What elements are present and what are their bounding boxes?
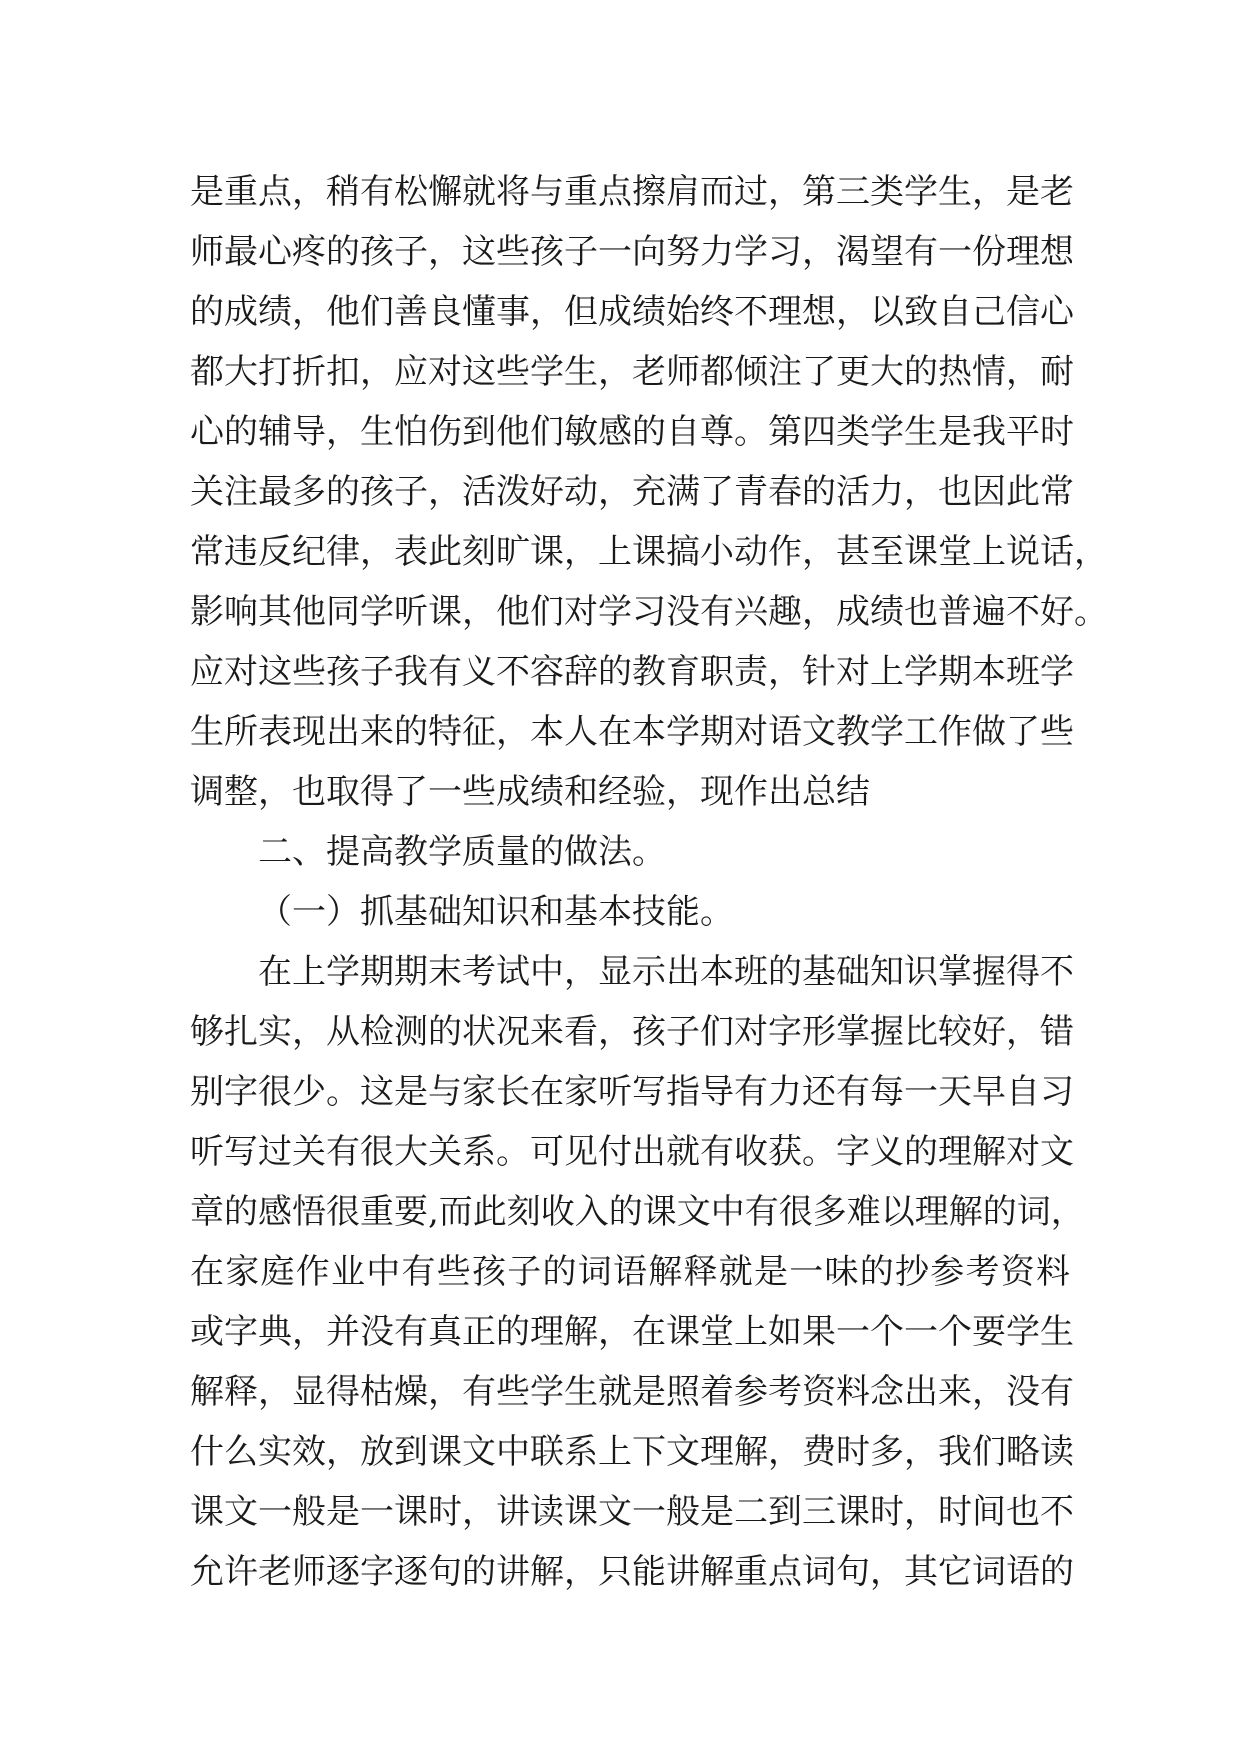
text-line: 影响其他同学听课，他们对学习没有兴趣，成绩也普遍不好。	[190, 592, 1108, 632]
text-line: 允许老师逐字逐句的讲解，只能讲解重点词句，其它词语的	[190, 1552, 1074, 1592]
text-line: 关注最多的孩子，活泼好动，充满了青春的活力，也因此常	[190, 472, 1074, 512]
section-heading: 二、提高教学质量的做法。	[258, 832, 666, 872]
text-line: 都大打折扣，应对这些学生，老师都倾注了更大的热情，耐	[190, 352, 1074, 392]
text-line: 章的感悟很重要,而此刻收入的课文中有很多难以理解的词，	[190, 1192, 1085, 1232]
text-line: 的成绩，他们善良懂事，但成绩始终不理想，以致自己信心	[190, 292, 1074, 332]
text-line: 别字很少。这是与家长在家听写指导有力还有每一天早自习	[190, 1072, 1074, 1112]
text-line: 生所表现出来的特征，本人在本学期对语文教学工作做了些	[190, 712, 1074, 752]
text-line: 师最心疼的孩子，这些孩子一向努力学习，渴望有一份理想	[190, 232, 1074, 272]
body-text	[190, 162, 1108, 1602]
text-line: 在家庭作业中有些孩子的词语解释就是一味的抄参考资料	[190, 1252, 1070, 1292]
text-line: 或字典，并没有真正的理解，在课堂上如果一个一个要学生	[190, 1312, 1074, 1352]
text-line: 调整，也取得了一些成绩和经验，现作出总结	[190, 772, 870, 812]
text-line: 够扎实，从检测的状况来看，孩子们对字形掌握比较好，错	[190, 1012, 1074, 1052]
text-line: 应对这些孩子我有义不容辞的教育职责，针对上学期本班学	[190, 652, 1074, 692]
subsection-heading: （一）抓基础知识和基本技能。	[258, 892, 734, 932]
text-line: 是重点，稍有松懈就将与重点擦肩而过，第三类学生，是老	[190, 172, 1074, 212]
text-line: 什么实效，放到课文中联系上下文理解，费时多，我们略读	[190, 1432, 1074, 1472]
text-line: 心的辅导，生怕伤到他们敏感的自尊。第四类学生是我平时	[190, 412, 1074, 452]
text-line: 解释，显得枯燥，有些学生就是照着参考资料念出来，没有	[190, 1372, 1074, 1412]
text-line: 常违反纪律，表此刻旷课，上课搞小动作，甚至课堂上说话，	[190, 532, 1108, 572]
text-line: 听写过关有很大关系。可见付出就有收获。字义的理解对文	[190, 1132, 1074, 1172]
text-line: 在上学期期末考试中，显示出本班的基础知识掌握得不	[258, 952, 1074, 992]
text-line: 课文一般是一课时，讲读课文一般是二到三课时，时间也不	[190, 1492, 1074, 1532]
